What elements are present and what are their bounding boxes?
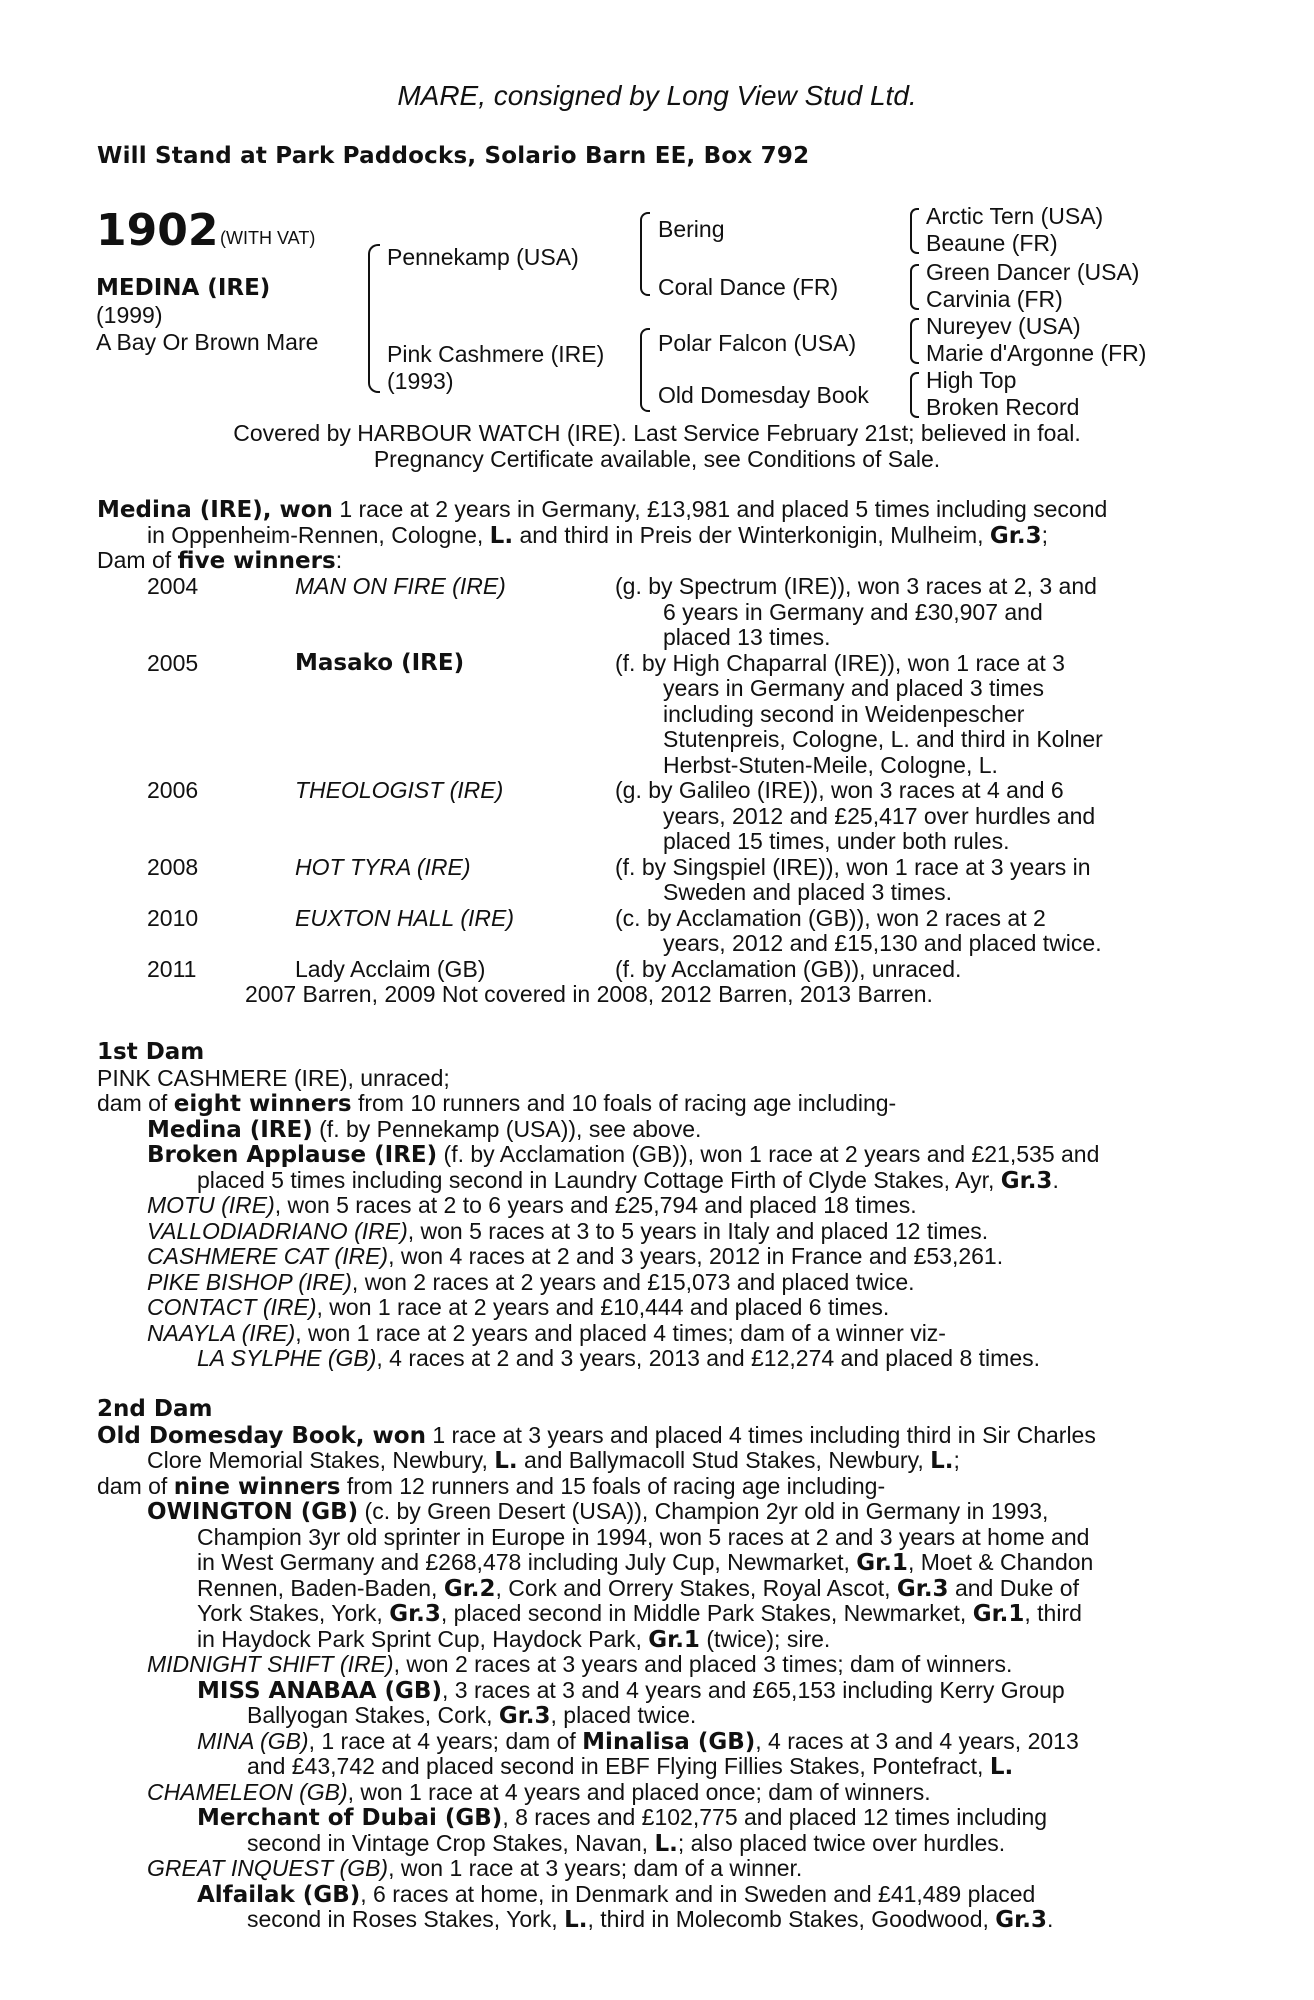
progeny-name: THEOLOGIST (IRE) (295, 777, 504, 803)
progeny-detail-line: placed 13 times. (663, 624, 831, 650)
mare-record-text: and third in Preis der Winterkonigin, Mulheim, (513, 521, 990, 548)
dam-of-text: from 10 runners and 10 foals of racing age including- (351, 1090, 897, 1116)
pedigree-dam-dam: Old Domesday Book (658, 382, 869, 408)
first-dam-section (97, 1040, 1207, 1372)
offspring-text: Champion 3yr old sprinter in Europe in 1994, won 5 races at 2 and 3 years at home and (197, 1523, 1090, 1550)
progeny-name: HOT TYRA (IRE) (295, 853, 471, 880)
offspring-name: Merchant of Dubai (GB) (197, 1805, 503, 1831)
progeny-detail-line: (g. by Spectrum (IRE)), won 3 races at 2, 3 and (615, 573, 1097, 599)
pedigree-dam-sire: Polar Falcon (USA) (658, 330, 857, 356)
offspring-text: York Stakes, York, (197, 1600, 390, 1626)
dam-text: 1 race at 3 years and placed 4 times including third in Sir Charles (425, 1421, 1096, 1448)
sire-brace (640, 212, 650, 296)
listed-marker: L. (989, 1754, 1014, 1780)
progeny-year: 2011 (147, 955, 197, 982)
progeny-name: Masako (IRE) (295, 649, 465, 676)
group-marker: Gr.3 (995, 1907, 1047, 1933)
offspring-name: Minalisa (GB) (582, 1728, 756, 1755)
offspring-text: ; also placed twice over hurdles. (677, 1829, 1006, 1856)
progeny-name: Lady Acclaim (GB) (295, 955, 486, 982)
offspring-text: Rennen, Baden-Baden, (197, 1574, 444, 1601)
offspring-name: Alfailak (GB) (197, 1881, 361, 1908)
offspring-line (97, 1321, 1207, 1347)
dam-of-text: dam of (97, 1090, 174, 1116)
offspring-text: second in Vintage Crop Stakes, Navan, (247, 1829, 655, 1856)
offspring-text: , won 5 races at 2 to 6 years and £25,794 and placed 18 times. (274, 1192, 917, 1218)
pedigree-sire: Pennekamp (USA) (387, 244, 579, 270)
horse-foaled: (1999) (96, 302, 163, 328)
offspring-text: , won 1 race at 4 years and placed once; dam of winners. (347, 1778, 931, 1805)
offspring-text: (f. by Pennekamp (USA)), see above. (312, 1115, 702, 1142)
consignment-line: MARE, consigned by Long View Stud Ltd. (397, 80, 917, 111)
ggp-brace (910, 372, 919, 418)
offspring-name: Broken Applause (IRE) (147, 1142, 438, 1168)
offspring-name: MINA (GB) (197, 1727, 309, 1754)
offspring-text: and Duke of (948, 1574, 1079, 1601)
group-marker: Gr.3 (389, 1601, 441, 1627)
group-marker: Gr.1 (648, 1626, 700, 1653)
offspring-text: , won 1 race at 2 years and placed 4 times; dam of a winner viz- (295, 1319, 946, 1346)
progeny-detail-line: Herbst-Stuten-Meile, Cologne, L. (663, 751, 998, 778)
group-marker: Gr.3 (896, 1575, 949, 1602)
progeny-row (97, 855, 1207, 906)
mare-record-text: in Oppenheim-Rennen, Cologne, (147, 521, 490, 548)
progeny-detail-line: (g. by Galileo (IRE)), won 3 races at 4 and 6 (615, 777, 1064, 803)
progeny-detail-line: years in Germany and placed 3 times (663, 675, 1044, 701)
punct: : (335, 547, 343, 573)
progeny-details (615, 778, 1155, 855)
progeny-name: EUXTON HALL (IRE) (295, 904, 514, 931)
offspring-line (97, 1244, 1207, 1270)
progeny-year: 2004 (147, 573, 199, 599)
offspring-text: , 3 races at 3 and 4 years and £65,153 including Kerry Group (441, 1676, 1065, 1703)
group-marker: Gr.1 (972, 1601, 1025, 1627)
progeny-details (615, 574, 1155, 651)
offspring-text: (f. by Acclamation (GB)), won 1 race at 2 years and £21,535 and (437, 1141, 1100, 1167)
listed-marker: L. (930, 1448, 954, 1474)
punct: . (1046, 1906, 1054, 1932)
offspring-text: , won 5 races at 3 to 5 years in Italy and placed 12 times. (407, 1217, 989, 1244)
offspring-name: CASHMERE CAT (IRE) (147, 1243, 389, 1269)
offspring-line (97, 1295, 1207, 1321)
progeny-detail-line: (f. by Singspiel (IRE)), won 1 race at 3 years in (615, 853, 1091, 880)
offspring-text: and £43,742 and placed second in EBF Flying Fillies Stakes, Pontefract, (247, 1753, 990, 1779)
barren-note: 2007 Barren, 2009 Not covered in 2008, 2012 Barren, 2013 Barren. (245, 981, 933, 1007)
group-marker: Gr.1 (856, 1550, 908, 1576)
offspring-name: PIKE BISHOP (IRE) (147, 1268, 352, 1295)
offspring-text: , won 2 races at 2 years and £15,073 and placed twice. (351, 1268, 915, 1295)
ggp-brace (910, 264, 919, 310)
pedigree-ggp: Arctic Tern (USA) (926, 203, 1104, 229)
pedigree-ggp: Beaune (FR) (926, 230, 1058, 256)
location-line: Will Stand at Park Paddocks, Solario Barn EE, Box 792 (97, 143, 810, 169)
offspring-text: , third (1024, 1600, 1082, 1626)
pedigree-ggp: Green Dancer (USA) (926, 259, 1140, 285)
offspring-text: in West Germany and £268,478 including July Cup, Newmarket, (197, 1549, 857, 1575)
progeny-detail-line: 6 years in Germany and £30,907 and (663, 598, 1043, 625)
offspring-text: , 1 race at 4 years; dam of (308, 1727, 583, 1754)
pedigree-ggp: Carvinia (FR) (926, 286, 1063, 312)
progeny-detail-line: (c. by Acclamation (GB)), won 2 races at 2 (615, 904, 1046, 931)
offspring-name: Medina (IRE) (147, 1116, 313, 1143)
offspring-name: CONTACT (IRE) (147, 1294, 317, 1320)
winners-count: five winners (177, 548, 336, 574)
group-marker: Gr.2 (443, 1575, 496, 1602)
pedigree-dam: Pink Cashmere (IRE) (387, 341, 605, 367)
punct: . (1052, 1166, 1059, 1193)
covering-line: Covered by HARBOUR WATCH (IRE). Last Service February 21st; believed in foal. (233, 420, 1081, 446)
dam-text: and Ballymacoll Stud Stakes, Newbury, (517, 1447, 931, 1473)
offspring-text: in Haydock Park Sprint Cup, Haydock Park, (197, 1625, 649, 1652)
offspring-name: MISS ANABAA (GB) (197, 1677, 442, 1704)
pedigree-dam-year: (1993) (387, 368, 454, 394)
progeny-detail-line: (f. by High Chaparral (IRE)), won 1 race at 3 (615, 649, 1065, 676)
offspring-name: MOTU (IRE) (147, 1192, 275, 1218)
offspring-line (97, 1219, 1207, 1245)
listed-marker: L. (564, 1907, 588, 1933)
horse-description: A Bay Or Brown Mare (96, 329, 319, 355)
offspring-line (97, 1270, 1207, 1296)
mare-won: won (279, 497, 333, 523)
pedigree-sire-dam: Coral Dance (FR) (658, 274, 839, 300)
dam-of-text: dam of (97, 1472, 174, 1499)
lot-number: 1902 (96, 205, 219, 256)
second-dam-section: 2nd Dam Old Domesday Book, won 1 race at 3 years and placed 4 times including third in Sir Charles Clore Memorial Stakes, Newbury, L. and Ballymacoll Stud Stakes, Newbury, L.; dam of nine winners from 12 runners and 15 foals of racing age including- OWINGTON (GB) (c. by Green Desert (USA)), Champion 2yr old in Germany in 1993, Champion 3yr old sprinter in Europe in 1994, won 5 races at 2 and 3 years at home and in West Germany and £268,478 including July Cup, Newmarket, Gr.1, Moet & Chandon Rennen, Baden-Baden, Gr.2, Cork and Orrery Stakes, Royal Ascot, Gr.3 and Duke of York Stakes, York, Gr.3, placed second in Middle Park Stakes, Newmarket, Gr.1, third in Haydock Park Sprint Cup, Haydock Park, Gr.1 (twice); sire. MIDNIGHT SHIFT (IRE), won 2 races at 3 years and placed 3 times; dam of winners. MISS ANABAA (GB), 3 races at 3 and 4 years and £65,153 including Kerry Group Ballyogan Stakes, Cork, Gr.3, placed twice. MINA (GB), 1 race at 4 years; dam of Minalisa (GB), 4 races at 3 and 4 years, 2013 and £43,742 and placed second in EBF Flying Fillies Stakes, Pontefract, L. CHAMELEON (GB), won 1 race at 4 years and placed once; dam of winners. Merchant of Dubai (GB), 8 races and £102,775 and placed 12 times including second in Vintage Crop Stakes, Navan, L.; also placed twice over hurdles. GREAT INQUEST (GB), won 1 race at 3 years; dam of a winner. Alfailak (GB), 6 races at home, in Denmark and in Sweden and £41,489 placed second in Roses Stakes, York, L., third in Molecomb Stakes, Goodwood, Gr.3. (97, 1397, 1207, 1933)
group-marker: Gr.3 (989, 522, 1042, 549)
offspring-name: CHAMELEON (GB) (147, 1778, 348, 1805)
pedigree-ggp: Nureyev (USA) (926, 313, 1081, 339)
vat-note: (WITH VAT) (220, 228, 316, 248)
punct: ; (953, 1447, 960, 1473)
listed-marker: L. (489, 522, 514, 549)
pedigree-ggp: High Top (926, 367, 1017, 393)
progeny-details (615, 906, 1155, 957)
progeny-detail-line: including second in Weidenpescher (663, 700, 1025, 727)
dam-text: Clore Memorial Stakes, Newbury, (147, 1447, 495, 1473)
dam-won: won (372, 1422, 426, 1449)
mare-record-text: Dam of (97, 547, 178, 573)
progeny-details (615, 957, 1155, 983)
offspring-text: (c. by Green Desert (USA)), Champion 2yr old in Germany in 1993, (358, 1498, 1049, 1524)
offspring-text: , won 4 races at 2 and 3 years, 2012 in France and £53,261. (388, 1243, 1004, 1269)
progeny-detail-line: Sweden and placed 3 times. (663, 879, 952, 905)
progeny-details (615, 651, 1155, 779)
offspring-text: , won 1 race at 3 years; dam of a winner. (388, 1855, 803, 1881)
first-dam-heading: 1st Dam (97, 1039, 205, 1065)
mare-name: Medina (IRE) (97, 497, 263, 523)
offspring-text: , Moet & Chandon (907, 1549, 1094, 1575)
progeny-detail-line: Stutenpreis, Cologne, L. and third in Kolner (663, 726, 1103, 752)
progeny-detail-line: (f. by Acclamation (GB)), unraced. (615, 955, 962, 982)
offspring-line (97, 1193, 1207, 1219)
group-marker: Gr.3 (1000, 1167, 1053, 1194)
progeny-list (97, 574, 1207, 1008)
offspring-name: GREAT INQUEST (GB) (147, 1855, 389, 1881)
offspring-text: , won 1 race at 2 years and £10,444 and placed 6 times. (316, 1294, 890, 1320)
listed-marker: L. (494, 1448, 518, 1474)
progeny-year: 2008 (147, 853, 199, 880)
progeny-year: 2010 (147, 904, 199, 931)
progeny-row (97, 906, 1207, 957)
offspring-text: , 6 races at home, in Denmark and in Sweden and £41,489 placed (360, 1880, 1036, 1907)
progeny-year: 2005 (147, 649, 199, 676)
offspring-text: , won 2 races at 3 years and placed 3 times; dam of winners. (393, 1651, 1013, 1677)
progeny-detail-line: years, 2012 and £15,130 and placed twice. (663, 930, 1102, 956)
dam-of-text: from 12 runners and 15 foals of racing age including- (340, 1472, 886, 1499)
mare-record-text: 1 race at 2 years in Germany, £13,981 and placed 5 times including second (332, 496, 1108, 522)
pedigree-ggp: Marie d'Argonne (FR) (926, 340, 1147, 366)
offspring-text: second in Roses Stakes, York, (247, 1906, 565, 1932)
progeny-row (97, 651, 1207, 779)
offspring-text: Ballyogan Stakes, Cork, (247, 1702, 499, 1728)
offspring-text: placed 5 times including second in Laundry Cottage Firth of Clyde Stakes, Ayr, (197, 1166, 1001, 1193)
offspring-text: , placed second in Middle Park Stakes, Newmarket, (440, 1600, 973, 1626)
progeny-detail-line: placed 15 times, under both rules. (663, 828, 1010, 854)
offspring-text: (twice); sire. (699, 1625, 831, 1652)
offspring-name: MIDNIGHT SHIFT (IRE) (147, 1651, 394, 1677)
winners-count: nine winners (173, 1473, 341, 1500)
offspring-text: , placed twice. (550, 1702, 697, 1728)
progeny-name: MAN ON FIRE (IRE) (295, 573, 506, 599)
listed-marker: L. (654, 1830, 678, 1857)
pregnancy-line: Pregnancy Certificate available, see Conditions of Sale. (373, 446, 941, 472)
pedigree-ggp: Broken Record (926, 394, 1080, 420)
mare-record: Medina (IRE), won 1 race at 2 years in Germany, £13,981 and placed 5 times including second in Oppenheim-Rennen, Cologne, L. and third in Preis der Winterkonigin, Mulheim, Gr.3; Dam of five winners: (97, 496, 1108, 574)
second-dam-heading: 2nd Dam (97, 1396, 213, 1422)
progeny-row (97, 574, 1207, 651)
horse-name: MEDINA (IRE) (96, 275, 271, 301)
offspring-text: , Cork and Orrery Stakes, Royal Ascot, (495, 1574, 897, 1601)
progeny-year: 2006 (147, 777, 199, 803)
progeny-row (97, 957, 1207, 983)
offspring-text: , third in Molecomb Stakes, Goodwood, (587, 1906, 996, 1932)
dam-name: Old Domesday Book (97, 1422, 356, 1449)
progeny-detail-line: years, 2012 and £25,417 over hurdles and (663, 802, 1096, 829)
progeny-details (615, 855, 1155, 906)
pedigree-brace (368, 244, 380, 393)
offspring-name: OWINGTON (GB) (147, 1499, 359, 1525)
offspring-text: , 4 races at 2 and 3 years, 2013 and £12,274 and placed 8 times. (376, 1345, 1040, 1371)
winners-count: eight winners (173, 1091, 352, 1117)
ggp-brace (910, 318, 919, 364)
punct: ; (1041, 521, 1048, 548)
offspring-text: , 4 races at 3 and 4 years, 2013 (755, 1727, 1079, 1754)
progeny-row (97, 778, 1207, 855)
ggp-brace (910, 208, 919, 254)
dam-brace (640, 328, 650, 412)
first-dam-others (97, 1193, 1207, 1346)
offspring-name: NAAYLA (IRE) (147, 1319, 296, 1346)
first-dam-intro: PINK CASHMERE (IRE), unraced; (97, 1064, 450, 1091)
group-marker: Gr.3 (498, 1703, 551, 1729)
offspring-text: , 8 races and £102,775 and placed 12 times including (502, 1804, 1048, 1830)
pedigree-sire-sire: Bering (658, 216, 725, 242)
offspring-name: VALLODIADRIANO (IRE) (147, 1217, 408, 1244)
offspring-name: LA SYLPHE (GB) (197, 1345, 377, 1371)
